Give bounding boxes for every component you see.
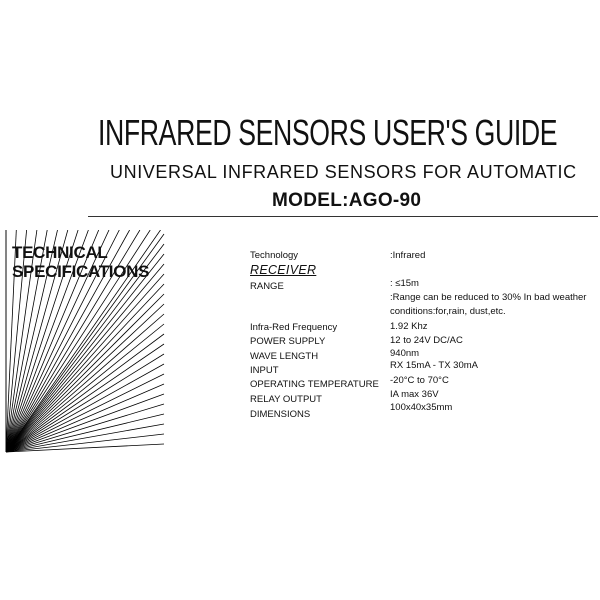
ray-line [6,364,164,452]
wave-length-label: WAVE LENGTH [250,351,319,362]
header-divider [88,216,598,217]
power-supply-value: 12 to 24V DC/AC [390,335,463,346]
wave-length-value: 940nm [390,348,420,359]
heading-line-specifications: SPECIFICATIONS [12,262,150,281]
operating-temperature-label: OPERATING TEMPERATURE [250,379,379,390]
dimensions-value: 100x40x35mm [390,402,453,413]
receiver-heading: RECEIVER [250,263,317,277]
relay-output-label: RELAY OUTPUT [250,394,322,405]
document-title: INFRARED SENSORS USER'S GUIDE [98,112,558,153]
technology-value: :Infrared [390,250,426,261]
dimensions-label: DIMENSIONS [250,409,311,420]
range-note-line2: conditions:for,rain, dust,etc. [390,306,506,317]
heading-line-technical: TECHNICAL [12,243,108,262]
ray-line [6,274,164,452]
power-supply-label: POWER SUPPLY [250,336,326,347]
ray-line [6,264,164,452]
range-label: RANGE [250,281,284,292]
ray-line [6,344,164,452]
range-value: : ≤15m [390,278,419,289]
ir-frequency-label: Infra-Red Frequency [250,322,338,333]
range-note-line1: :Range can be reduced to 30% In bad weather [390,292,587,303]
ray-line [6,314,164,452]
technology-label: Technology [250,250,299,261]
ray-line [6,334,164,452]
document-subtitle: UNIVERSAL INFRARED SENSORS FOR AUTOMATIC [110,162,577,182]
input-value: RX 15mA - TX 30mA [390,360,478,371]
model-label: MODEL:AGO-90 [272,190,422,211]
operating-temperature-value: -20°C to 70°C [390,375,449,386]
ir-frequency-value: 1.92 Khz [390,321,428,332]
technical-specifications-heading [12,243,149,281]
input-label: INPUT [250,365,279,376]
relay-output-value: IA max 36V [390,389,439,400]
